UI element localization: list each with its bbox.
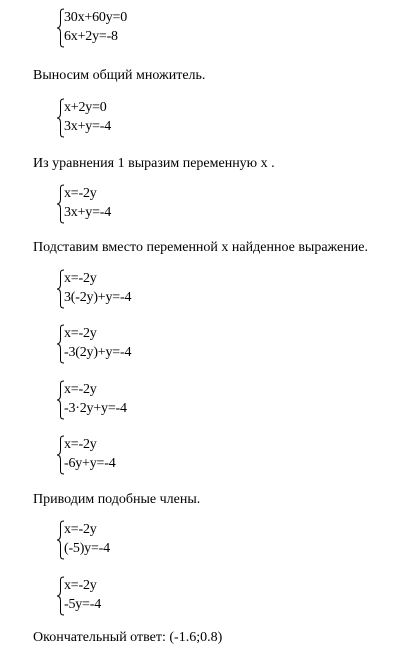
equation-system-3: [56, 184, 256, 224]
equation-system-5: [56, 324, 256, 364]
equation-line-2: (-5)y=-4: [64, 541, 110, 556]
step-text-substitute: Подставим вместо переменной x найденное выражение.: [33, 240, 368, 255]
equation-line-1: x=-2y: [64, 578, 97, 593]
equation-system-2: [56, 98, 256, 138]
equation-line-2: -6y+y=-4: [64, 456, 116, 471]
equation-line-1: x=-2y: [64, 271, 97, 286]
equation-line-2: 3x+y=-4: [64, 205, 112, 220]
equation-system-8: [56, 520, 256, 560]
step-text-factor: Выносим общий множитель.: [33, 68, 206, 83]
equation-line-1: x=-2y: [64, 437, 97, 452]
equation-line-2: 6x+2y=-8: [64, 29, 118, 44]
equation-line-2: 3(-2y)+y=-4: [64, 290, 132, 305]
final-answer: Окончательный ответ: (-1.6;0.8): [33, 630, 223, 645]
equation-line-1: x=-2y: [64, 186, 97, 201]
equation-system-6: [56, 380, 256, 420]
equation-line-1: x=-2y: [64, 326, 97, 341]
equation-line-1: x+2y=0: [64, 100, 107, 115]
equation-line-2: 3x+y=-4: [64, 119, 112, 134]
step-text-combine: Приводим подобные члены.: [33, 492, 201, 507]
equation-line-1: x=-2y: [64, 382, 97, 397]
equation-system-4: [56, 269, 256, 309]
equation-line-1: 30x+60y=0: [64, 10, 127, 25]
equation-system-7: [56, 435, 256, 475]
equation-system-1: [56, 8, 256, 48]
step-text-express: Из уравнения 1 выразим переменную x .: [33, 156, 275, 171]
equation-line-2: -3·2y+y=-4: [64, 401, 127, 416]
equation-line-2: -5y=-4: [64, 597, 102, 612]
equation-line-1: x=-2y: [64, 522, 97, 537]
equation-line-2: -3(2y)+y=-4: [64, 345, 132, 360]
equation-system-9: [56, 576, 256, 616]
